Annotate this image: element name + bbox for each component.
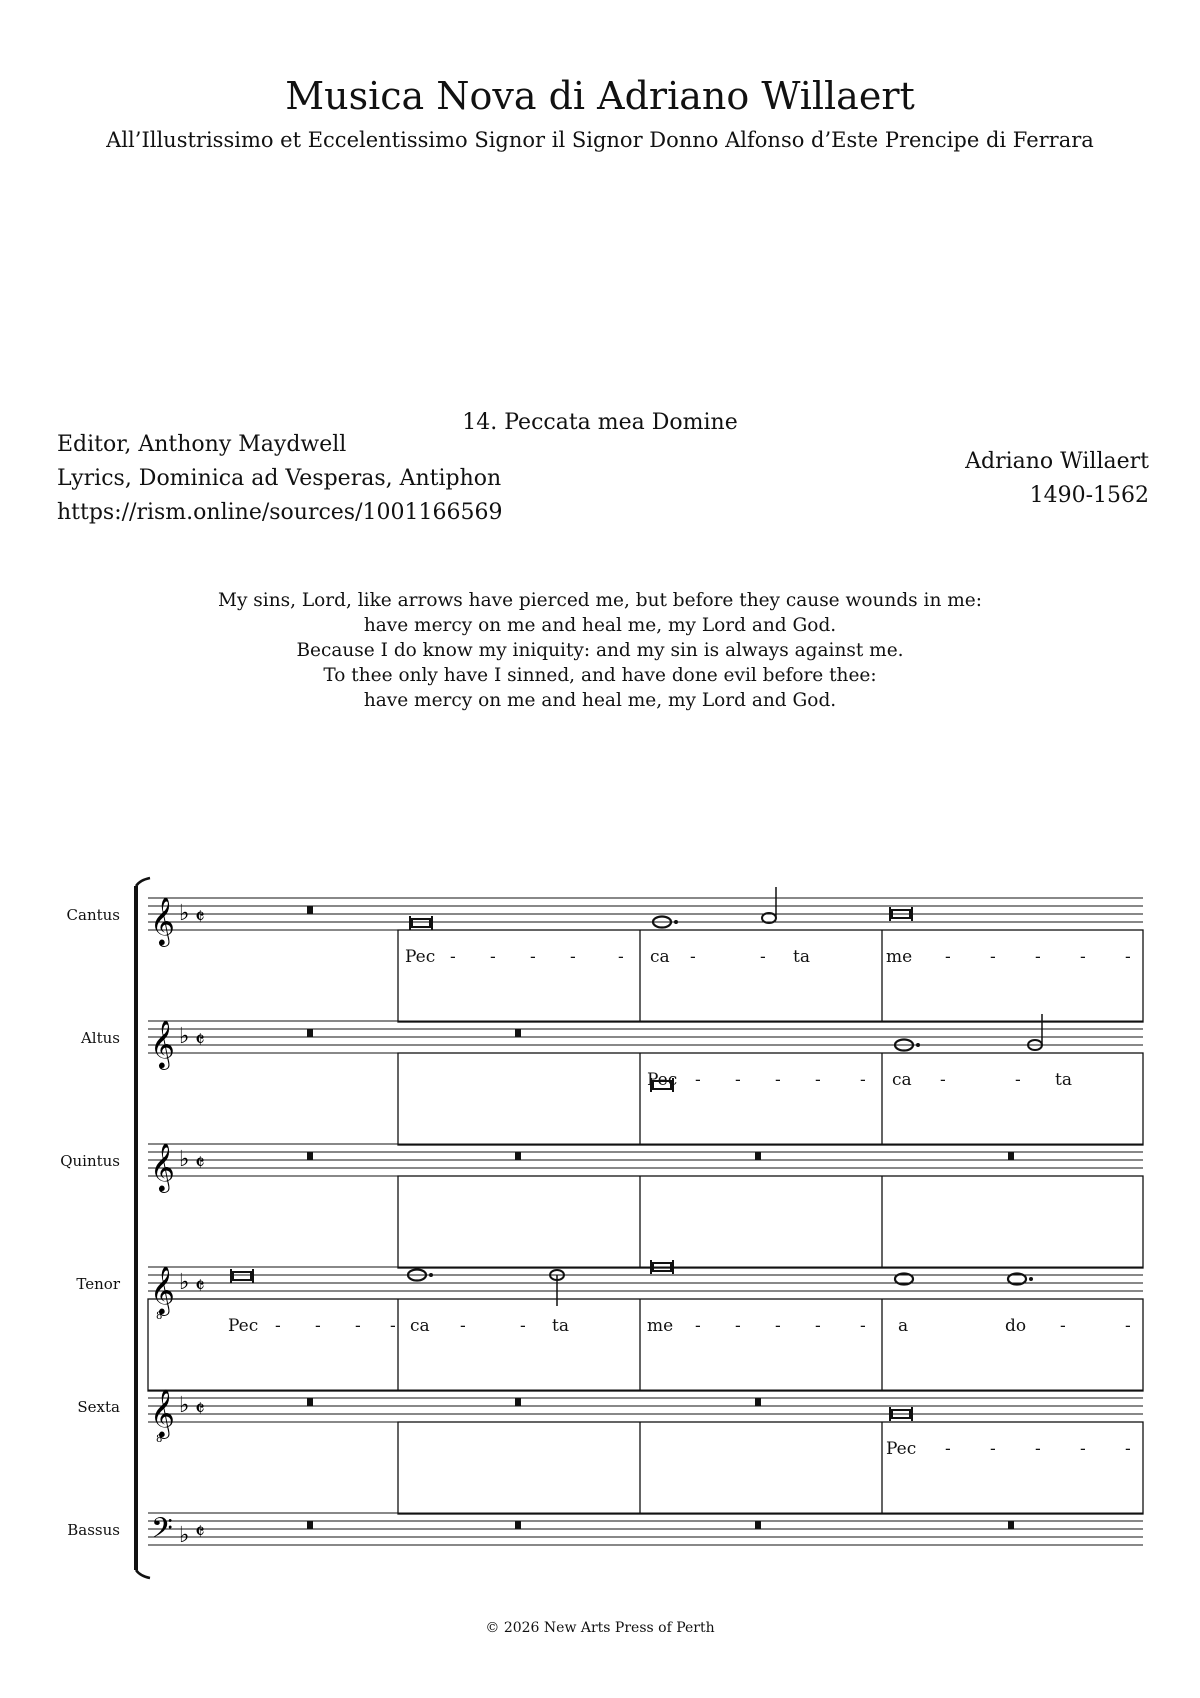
voice-label-cantus: Cantus (66, 906, 120, 924)
lyric-syllable: me (647, 1316, 674, 1336)
svg-text:-: - (690, 947, 696, 967)
svg-text:-: - (1035, 947, 1041, 967)
rest-icon (307, 1152, 313, 1160)
lyric-syllable: me (886, 947, 913, 967)
flat-icon: ♭ (179, 1270, 190, 1295)
flat-icon: ♭ (179, 901, 190, 926)
lyric-syllable: ca (892, 1070, 912, 1090)
cut-time-icon: 𝄵 (195, 1028, 205, 1053)
rest-icon (755, 1521, 761, 1529)
treble-clef-icon: 𝄞 (150, 1265, 175, 1314)
document-subtitle: All’Illustrissimo et Eccelentissimo Signor il Signor Donno Alfonso d’Este Prencipe di Ferrara (106, 128, 1094, 152)
cut-time-icon: 𝄵 (195, 1151, 205, 1176)
svg-text:-: - (315, 1316, 321, 1336)
octave-eight-icon: 8 (156, 1434, 163, 1445)
rest-icon (307, 1398, 313, 1406)
breve-note-icon (231, 1269, 253, 1283)
lyric-syllable: Pec (228, 1316, 259, 1336)
composer-dates: 1490-1562 (1029, 483, 1149, 508)
composer-name: Adriano Willaert (965, 449, 1149, 474)
cut-time-icon: 𝄵 (195, 1520, 205, 1545)
translation-line: Because I do know my iniquity: and my sin is always against me. (296, 640, 904, 661)
flat-icon: ♭ (179, 1523, 190, 1548)
translation-line: My sins, Lord, like arrows have pierced me, but before they cause wounds in me: (218, 590, 982, 611)
lyric-syllable: a (898, 1316, 909, 1336)
svg-text:-: - (570, 947, 576, 967)
lyric-syllable: ca (410, 1316, 430, 1336)
rest-icon (755, 1152, 761, 1160)
cut-time-icon: 𝄵 (195, 905, 205, 930)
svg-text:-: - (520, 1316, 526, 1336)
breve-note-icon (410, 916, 432, 930)
octave-eight-icon: 8 (156, 1311, 163, 1322)
svg-text:-: - (618, 947, 624, 967)
svg-text:-: - (275, 1316, 281, 1336)
flat-icon: ♭ (179, 1024, 190, 1049)
rest-icon (307, 906, 313, 914)
svg-text:-: - (695, 1316, 701, 1336)
svg-text:-: - (860, 1316, 866, 1336)
copyright-notice: © 2026 New Arts Press of Perth (485, 1620, 715, 1636)
cut-time-icon: 𝄵 (195, 1274, 205, 1299)
svg-text:-: - (695, 1070, 701, 1090)
svg-text:-: - (390, 1316, 396, 1336)
svg-text:-: - (760, 947, 766, 967)
rest-icon (515, 1029, 521, 1037)
svg-text:-: - (945, 947, 951, 967)
lyric-syllable: Pec (405, 947, 436, 967)
lyric-syllable: ta (1055, 1070, 1072, 1090)
translation-line: have mercy on me and heal me, my Lord and God. (363, 615, 837, 636)
rest-icon (515, 1521, 521, 1529)
staff-quintus (148, 1142, 1143, 1268)
rest-icon (515, 1398, 521, 1406)
svg-text:-: - (450, 947, 456, 967)
voice-label-altus: Altus (80, 1029, 120, 1047)
editor-credit: Editor, Anthony Maydwell (57, 432, 347, 457)
rest-icon (515, 1152, 521, 1160)
svg-text:-: - (815, 1316, 821, 1336)
svg-text:-: - (815, 1070, 821, 1090)
svg-text:-: - (990, 1439, 996, 1459)
lyric-syllable: ta (552, 1316, 569, 1336)
svg-text:-: - (735, 1316, 741, 1336)
svg-text:-: - (735, 1070, 741, 1090)
svg-text:-: - (990, 947, 996, 967)
staff-tenor (148, 1260, 1143, 1391)
rest-icon (755, 1398, 761, 1406)
svg-text:-: - (1125, 947, 1131, 967)
svg-text:-: - (355, 1316, 361, 1336)
svg-text:-: - (775, 1070, 781, 1090)
lyric-syllable: ta (793, 947, 810, 967)
piece-title: 14. Peccata mea Domine (462, 410, 738, 435)
flat-icon: ♭ (179, 1147, 190, 1172)
cut-time-icon: 𝄵 (195, 1397, 205, 1422)
treble-clef-icon: 𝄞 (150, 896, 175, 945)
half-note-icon (762, 887, 776, 923)
lyric-syllable: Pec (647, 1070, 678, 1090)
svg-text:-: - (775, 1316, 781, 1336)
svg-text:-: - (1125, 1439, 1131, 1459)
rest-icon (1008, 1152, 1014, 1160)
staff-altus (148, 1014, 1143, 1145)
rest-icon (307, 1029, 313, 1037)
svg-text:-: - (1080, 1439, 1086, 1459)
treble-clef-icon: 𝄞 (150, 1388, 175, 1437)
staff-sexta (148, 1388, 1143, 1514)
lyric-syllable: Pec (886, 1439, 917, 1459)
svg-text:-: - (860, 1070, 866, 1090)
svg-text:-: - (460, 1316, 466, 1336)
rest-icon (307, 1521, 313, 1529)
rest-icon (1008, 1521, 1014, 1529)
document-title: Musica Nova di Adriano Willaert (285, 74, 915, 118)
lyrics-source-credit: Lyrics, Dominica ad Vesperas, Antiphon (57, 466, 502, 491)
svg-text:-: - (945, 1439, 951, 1459)
treble-clef-icon: 𝄞 (150, 1142, 175, 1191)
svg-text:-: - (530, 947, 536, 967)
system-bracket (136, 878, 150, 1578)
svg-text:-: - (490, 947, 496, 967)
treble-clef-icon: 𝄞 (150, 1019, 175, 1068)
source-url: https://rism.online/sources/1001166569 (57, 500, 503, 525)
voice-label-sexta: Sexta (77, 1398, 120, 1416)
lyric-syllable: do (1005, 1316, 1027, 1336)
flat-icon: ♭ (179, 1393, 190, 1418)
svg-text:-: - (1015, 1070, 1021, 1090)
staff-bassus (148, 1512, 1143, 1552)
svg-text:-: - (1035, 1439, 1041, 1459)
svg-text:-: - (1125, 1316, 1131, 1336)
staff-cantus (148, 887, 1143, 1022)
translation-line: have mercy on me and heal me, my Lord and God. (363, 690, 837, 711)
lyric-syllable: ca (650, 947, 670, 967)
voice-label-quintus: Quintus (60, 1152, 120, 1170)
svg-text:-: - (940, 1070, 946, 1090)
voice-label-tenor: Tenor (76, 1275, 120, 1293)
voice-label-bassus: Bassus (67, 1521, 120, 1539)
svg-text:-: - (1060, 1316, 1066, 1336)
translation-line: To thee only have I sinned, and have done evil before thee: (323, 665, 877, 686)
svg-text:-: - (1080, 947, 1086, 967)
bass-clef-icon: 𝄢 (151, 1512, 173, 1552)
